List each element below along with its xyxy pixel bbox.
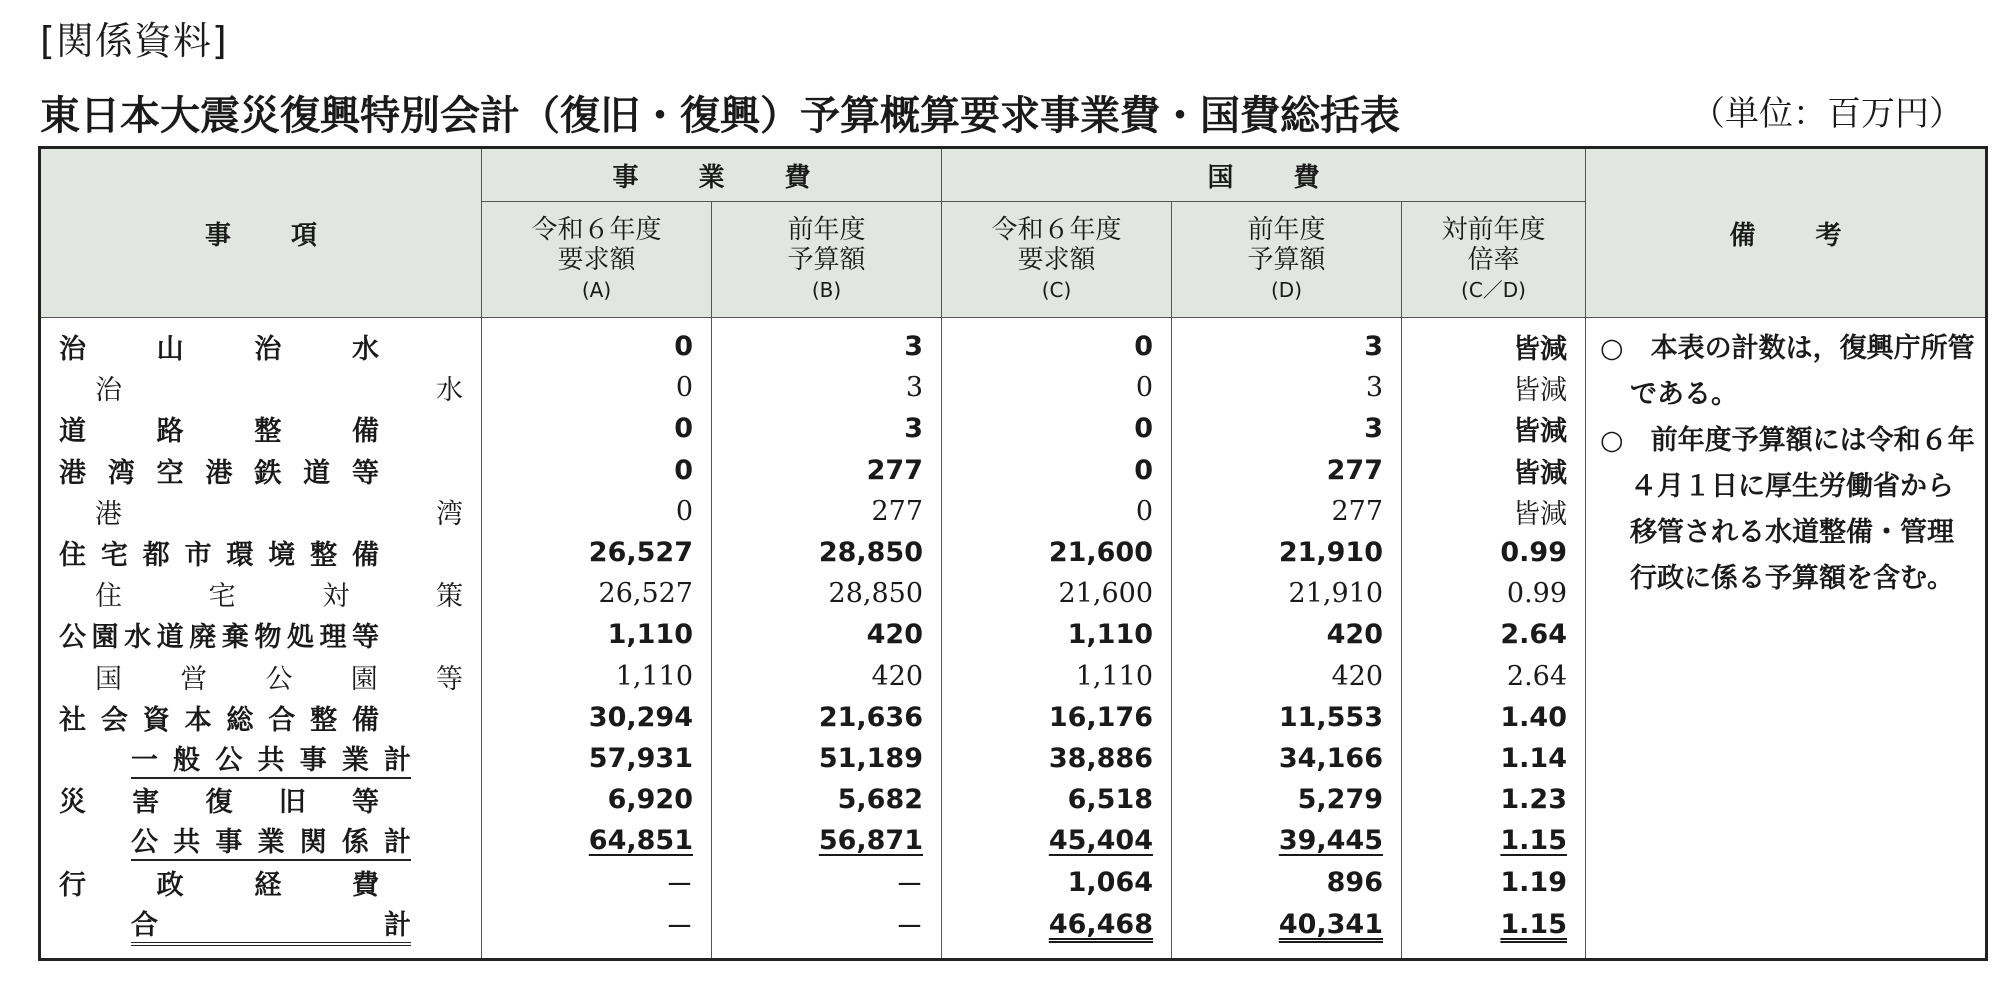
cell-a-value: 64,851 bbox=[588, 825, 693, 857]
row-label-text: 道路整備 bbox=[59, 416, 379, 448]
cell-a: 57,931 bbox=[482, 738, 712, 779]
row-label-text: 災害復旧等 bbox=[59, 787, 379, 819]
row-label-text: 一般公共事業計 bbox=[131, 738, 411, 779]
cell-c: 0 bbox=[942, 367, 1172, 408]
cell-ratio: 1.40 bbox=[1402, 697, 1586, 738]
cell-d: 21,910 bbox=[1172, 573, 1402, 614]
cell-c bbox=[942, 820, 1172, 861]
cell-b: 21,636 bbox=[712, 697, 942, 738]
row-label bbox=[40, 697, 482, 738]
cell-b: 51,189 bbox=[712, 738, 942, 779]
cell-ratio: 皆減 bbox=[1402, 318, 1586, 368]
row-label bbox=[40, 614, 482, 655]
cell-ratio-value: 1.15 bbox=[1500, 825, 1568, 857]
cell-d: 21,910 bbox=[1172, 532, 1402, 573]
budget-summary-table bbox=[38, 146, 1988, 961]
row-label bbox=[40, 450, 482, 491]
cell-ratio bbox=[1402, 903, 1586, 960]
cell-c: 1,064 bbox=[942, 861, 1172, 902]
table-header bbox=[40, 148, 1987, 318]
cell-ratio: 1.19 bbox=[1402, 861, 1586, 902]
header-col-a-line3: (A) bbox=[581, 277, 612, 302]
cell-b: 28,850 bbox=[712, 532, 942, 573]
cell-c: 38,886 bbox=[942, 738, 1172, 779]
cell-d bbox=[1172, 903, 1402, 960]
cell-b: － bbox=[712, 861, 942, 902]
row-label-text: 港湾 bbox=[95, 498, 463, 530]
cell-c-value: 46,468 bbox=[1048, 908, 1154, 940]
row-label bbox=[40, 408, 482, 449]
header-col-c bbox=[942, 202, 1172, 318]
cell-ratio: 皆減 bbox=[1402, 408, 1586, 449]
cell-a: 26,527 bbox=[482, 532, 712, 573]
header-col-d-line2: 予算額 bbox=[1247, 244, 1326, 275]
header-col-b-line3: (B) bbox=[811, 277, 842, 302]
header-jigyohi: 事業費 bbox=[482, 148, 942, 202]
header-col-c-line3: (C) bbox=[1041, 277, 1072, 302]
row-label-text: 合計 bbox=[131, 903, 411, 946]
header-col-ratio-line2: 倍率 bbox=[1467, 244, 1520, 275]
cell-d: 896 bbox=[1172, 861, 1402, 902]
header-kokuhi: 国費 bbox=[942, 148, 1586, 202]
cell-a: － bbox=[482, 861, 712, 902]
cell-ratio: 皆減 bbox=[1402, 450, 1586, 491]
cell-d: 277 bbox=[1172, 450, 1402, 491]
cell-b: 420 bbox=[712, 614, 942, 655]
cell-c: 0 bbox=[942, 318, 1172, 368]
row-label bbox=[40, 820, 482, 861]
row-label bbox=[40, 367, 482, 408]
cell-a: 1,110 bbox=[482, 614, 712, 655]
cell-a: 1,110 bbox=[482, 656, 712, 697]
cell-ratio: 2.64 bbox=[1402, 656, 1586, 697]
cell-ratio: 皆減 bbox=[1402, 367, 1586, 408]
note-1: ○ 本表の計数は，復興庁所管である。 bbox=[1600, 333, 1975, 410]
cell-d-value: 39,445 bbox=[1278, 825, 1384, 857]
row-label bbox=[40, 318, 482, 368]
header-col-c-line2: 要求額 bbox=[1017, 244, 1096, 275]
cell-ratio-value: 1.15 bbox=[1500, 908, 1568, 940]
unit-label: （単位：百万円） bbox=[1691, 94, 1963, 134]
cell-d: 34,166 bbox=[1172, 738, 1402, 779]
header-biko: 備考 bbox=[1586, 148, 1987, 318]
cell-b: － bbox=[712, 903, 942, 960]
cell-b-value: 56,871 bbox=[818, 825, 924, 857]
cell-d: 277 bbox=[1172, 491, 1402, 532]
cell-b: 277 bbox=[712, 450, 942, 491]
cell-b: 277 bbox=[712, 491, 942, 532]
note-2: ○ 前年度予算額には令和６年４月１日に厚生労働省から移管される水道整備・管理行政に係る予算額を含む。 bbox=[1600, 425, 1975, 594]
cell-d bbox=[1172, 820, 1402, 861]
cell-b: 420 bbox=[712, 656, 942, 697]
row-label-text: 港湾空港鉄道等 bbox=[59, 457, 379, 489]
row-label-text: 治水 bbox=[95, 375, 463, 407]
header-col-d bbox=[1172, 202, 1402, 318]
header-col-d-line1: 前年度 bbox=[1247, 214, 1326, 245]
row-label-text: 住宅対策 bbox=[95, 581, 463, 613]
cell-d: 420 bbox=[1172, 656, 1402, 697]
section-label: [関係資料] bbox=[40, 19, 228, 63]
cell-a: 26,527 bbox=[482, 573, 712, 614]
cell-ratio: 0.99 bbox=[1402, 573, 1586, 614]
cell-b: 3 bbox=[712, 367, 942, 408]
row-label-text: 行政経費 bbox=[59, 869, 379, 901]
cell-c: 21,600 bbox=[942, 573, 1172, 614]
row-label bbox=[40, 532, 482, 573]
header-item: 事項 bbox=[40, 148, 482, 318]
row-label bbox=[40, 903, 482, 960]
header-col-a-line2: 要求額 bbox=[557, 244, 636, 275]
row-label-text: 社会資本総合整備 bbox=[59, 704, 379, 736]
header-col-b-line2: 予算額 bbox=[787, 244, 866, 275]
cell-a: 0 bbox=[482, 491, 712, 532]
table-row bbox=[40, 318, 1987, 368]
header-col-ratio bbox=[1402, 202, 1586, 318]
cell-d-value: 40,341 bbox=[1278, 908, 1384, 940]
cell-ratio: 皆減 bbox=[1402, 491, 1586, 532]
cell-ratio: 2.64 bbox=[1402, 614, 1586, 655]
cell-a: 0 bbox=[482, 318, 712, 368]
row-label bbox=[40, 656, 482, 697]
cell-c: 21,600 bbox=[942, 532, 1172, 573]
row-label bbox=[40, 738, 482, 779]
cell-c: 16,176 bbox=[942, 697, 1172, 738]
row-label bbox=[40, 779, 482, 820]
notes-cell bbox=[1586, 318, 1987, 960]
page-title: 東日本大震災復興特別会計（復旧・復興）予算概算要求事業費・国費総括表 bbox=[40, 93, 1400, 139]
cell-b bbox=[712, 820, 942, 861]
cell-b: 3 bbox=[712, 318, 942, 368]
cell-a bbox=[482, 820, 712, 861]
header-col-ratio-line1: 対前年度 bbox=[1441, 214, 1546, 245]
cell-a: － bbox=[482, 903, 712, 960]
header-col-d-line3: (D) bbox=[1271, 277, 1303, 302]
cell-ratio: 1.14 bbox=[1402, 738, 1586, 779]
cell-ratio: 0.99 bbox=[1402, 532, 1586, 573]
row-label-text: 治山治水 bbox=[59, 334, 379, 366]
cell-a: 0 bbox=[482, 367, 712, 408]
cell-c: 0 bbox=[942, 408, 1172, 449]
cell-b: 5,682 bbox=[712, 779, 942, 820]
cell-a: 0 bbox=[482, 408, 712, 449]
cell-b: 3 bbox=[712, 408, 942, 449]
cell-b: 28,850 bbox=[712, 573, 942, 614]
cell-a: 0 bbox=[482, 450, 712, 491]
cell-c: 6,518 bbox=[942, 779, 1172, 820]
cell-c bbox=[942, 903, 1172, 960]
header-col-c-line1: 令和６年度 bbox=[991, 214, 1122, 245]
table-body bbox=[40, 318, 1987, 960]
cell-d: 11,553 bbox=[1172, 697, 1402, 738]
row-label-text: 国営公園等 bbox=[95, 663, 463, 695]
header-col-a bbox=[482, 202, 712, 318]
row-label bbox=[40, 861, 482, 902]
cell-d: 5,279 bbox=[1172, 779, 1402, 820]
row-label bbox=[40, 573, 482, 614]
cell-a: 30,294 bbox=[482, 697, 712, 738]
cell-c: 0 bbox=[942, 491, 1172, 532]
cell-c: 0 bbox=[942, 450, 1172, 491]
row-label-text: 公共事業関係計 bbox=[131, 820, 411, 861]
cell-c: 1,110 bbox=[942, 656, 1172, 697]
cell-d: 3 bbox=[1172, 408, 1402, 449]
row-label-text: 公園水道廃棄物処理等 bbox=[59, 622, 379, 654]
header-col-b-line1: 前年度 bbox=[787, 214, 866, 245]
cell-c-value: 45,404 bbox=[1048, 825, 1154, 857]
cell-ratio bbox=[1402, 820, 1586, 861]
row-label-text: 住宅都市環境整備 bbox=[59, 540, 379, 572]
header-col-b bbox=[712, 202, 942, 318]
cell-ratio: 1.23 bbox=[1402, 779, 1586, 820]
cell-a: 6,920 bbox=[482, 779, 712, 820]
row-label bbox=[40, 491, 482, 532]
cell-d: 420 bbox=[1172, 614, 1402, 655]
cell-d: 3 bbox=[1172, 367, 1402, 408]
cell-d: 3 bbox=[1172, 318, 1402, 368]
header-col-ratio-line3: (C／D) bbox=[1461, 277, 1526, 302]
header-col-a-line1: 令和６年度 bbox=[531, 214, 662, 245]
cell-c: 1,110 bbox=[942, 614, 1172, 655]
